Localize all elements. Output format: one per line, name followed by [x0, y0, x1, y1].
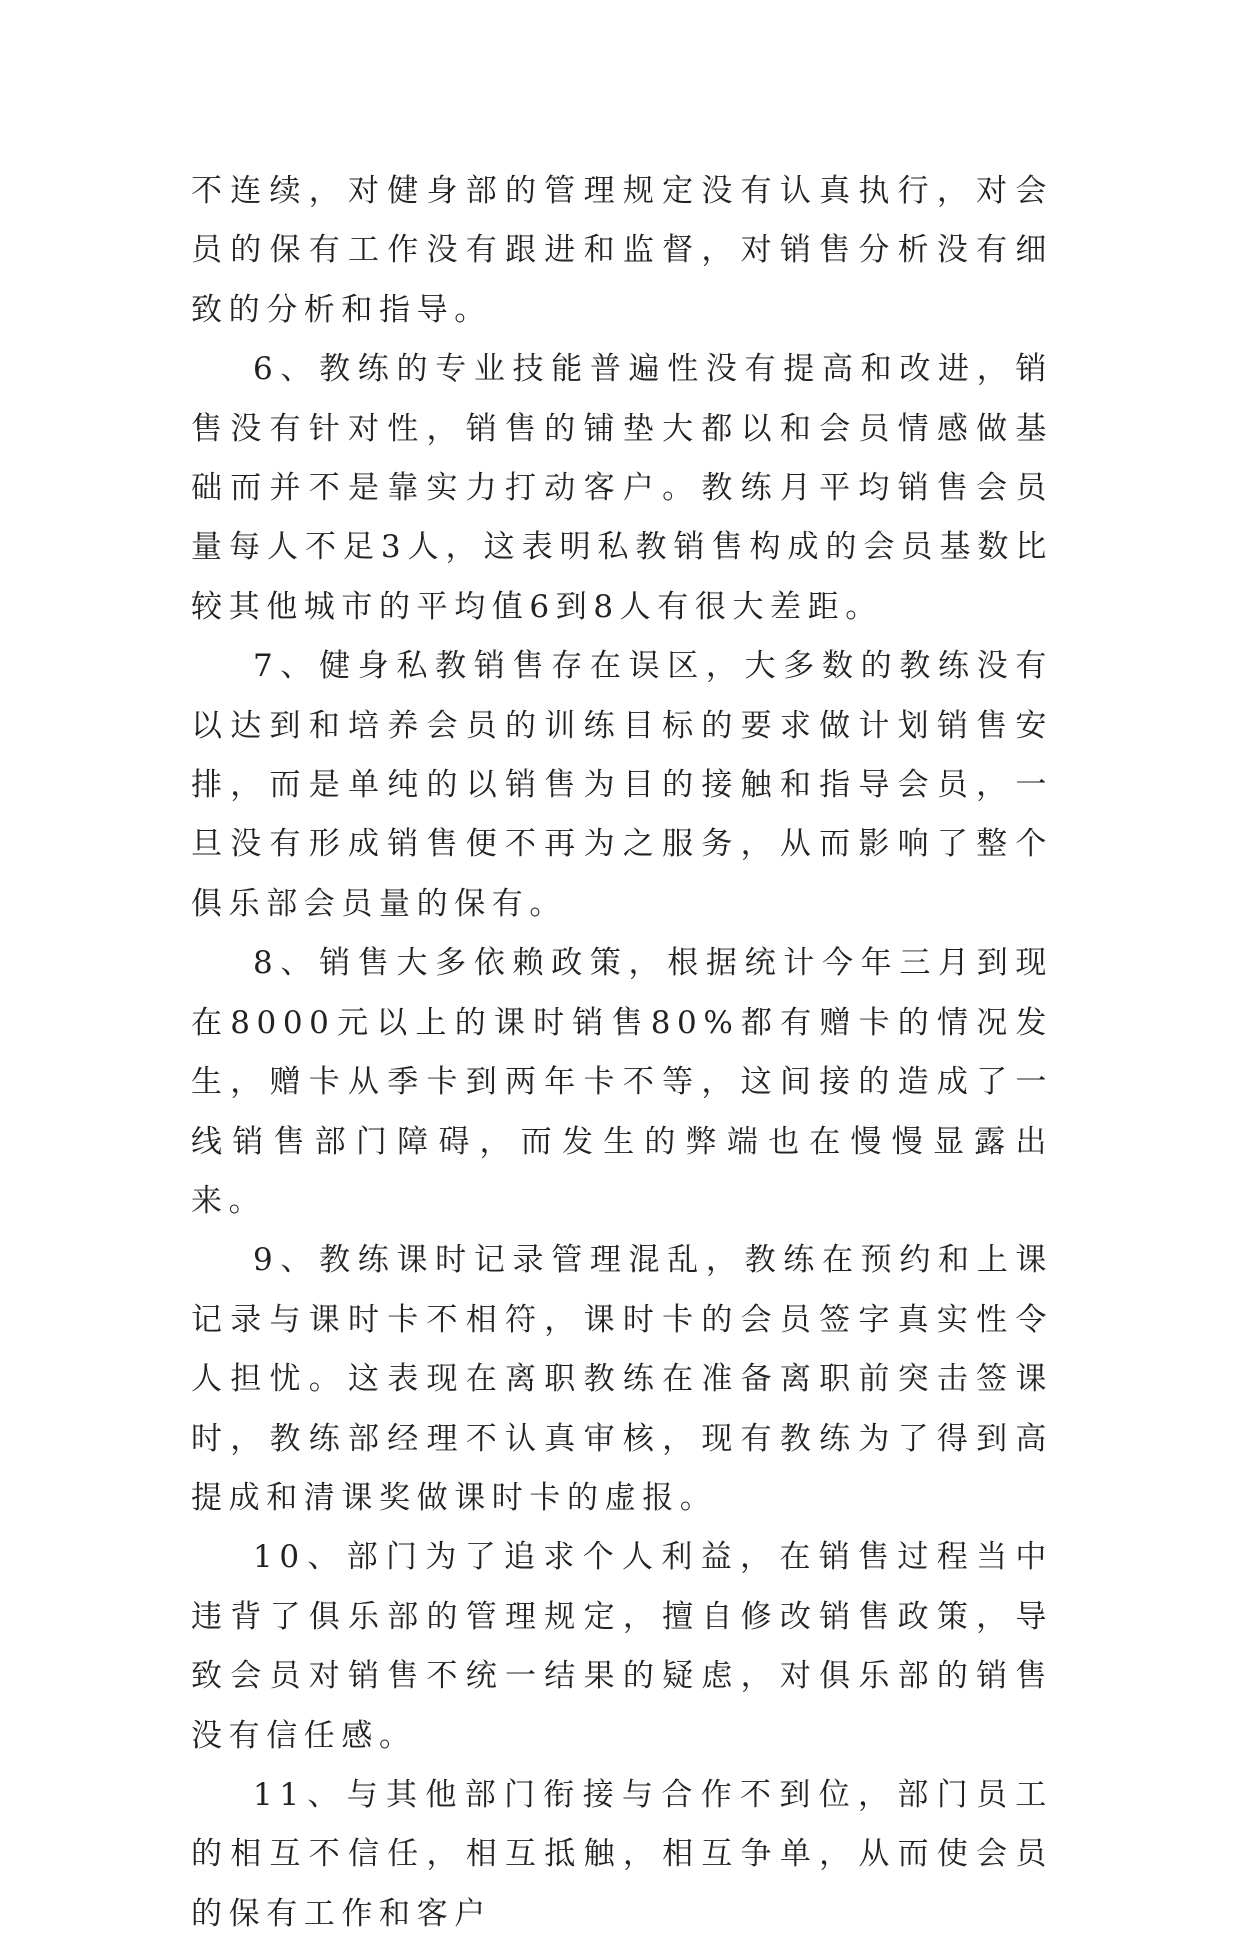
paragraph-item-7: 7、健身私教销售存在误区，大多数的教练没有以达到和培养会员的训练目标的要求做计划销售安排，而是单纯的以销售为目的接触和指导会员，一旦没有形成销售便不再为之服务，从而影响了整个俱乐部会员量的保有。: [191, 648, 1053, 922]
document-body: [191, 162, 1053, 1944]
paragraph-continuation: 不连续，对健身部的管理规定没有认真执行，对会员的保有工作没有跟进和监督，对销售分析没有细致的分析和指导。: [191, 173, 1053, 328]
paragraph-item-6: 6、教练的专业技能普遍性没有提高和改进，销售没有针对性，销售的铺垫大都以和会员情感做基础而并不是靠实力打动客户。教练月平均销售会员量每人不足3人，这表明私教销售构成的会员基数比较其他城市的平均值6到8人有很大差距。: [191, 351, 1053, 625]
paragraph-item-8: 8、销售大多依赖政策，根据统计今年三月到现在8000元以上的课时销售80%都有赠卡的情况发生，赠卡从季卡到两年卡不等，这间接的造成了一线销售部门障碍，而发生的弊端也在慢慢显露出来。: [191, 945, 1053, 1219]
paragraph-item-11: 11、与其他部门衔接与合作不到位，部门员工的相互不信任，相互抵触，相互争单，从而使会员的保有工作和客户: [191, 1776, 1053, 1932]
paragraph-item-10: 10、部门为了追求个人利益，在销售过程当中违背了俱乐部的管理规定，擅自修改销售政策，导致会员对销售不统一结果的疑虑，对俱乐部的销售没有信任感。: [191, 1539, 1053, 1754]
paragraph-item-9: 9、教练课时记录管理混乱，教练在预约和上课记录与课时卡不相符，课时卡的会员签字真实性令人担忧。这表现在离职教练在准备离职前突击签课时，教练部经理不认真审核，现有教练为了得到高提成和清课奖做课时卡的虚报。: [191, 1242, 1053, 1516]
